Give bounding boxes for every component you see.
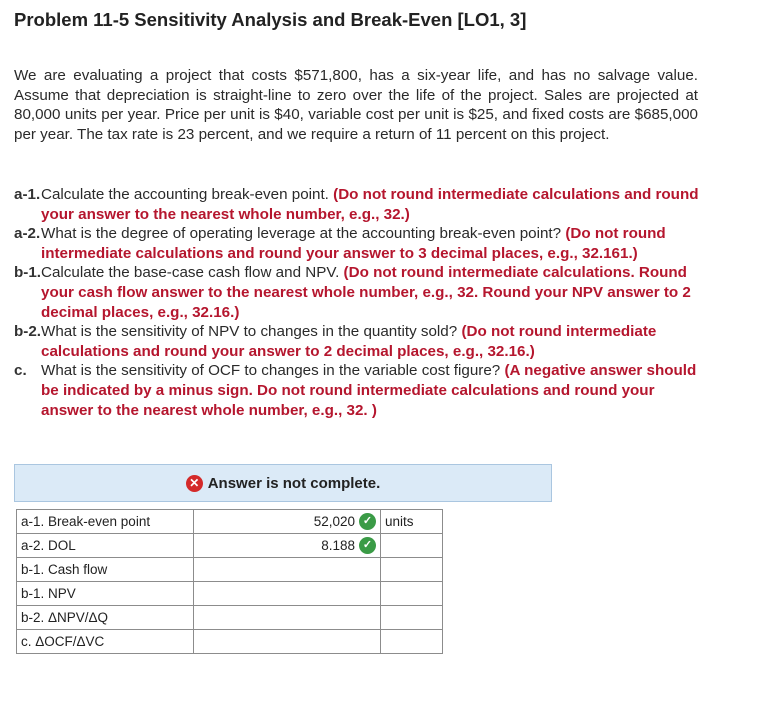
question-a2 [14, 224, 704, 263]
answer-input-breakeven[interactable] [194, 510, 381, 534]
question-instruction: (Do not round intermediate calculations. Round your cash flow answer to the nearest whole number, e.g., 32. Round your NPV answer to 2 decimal places, e.g., 32.16.) [41, 264, 691, 321]
question-label: c. [14, 362, 27, 380]
question-a1 [14, 185, 704, 224]
question-text: Calculate the accounting break-even point. [41, 186, 329, 203]
question-b2 [14, 322, 704, 361]
x-circle-icon: ✕ [186, 475, 203, 492]
problem-title: Problem 11-5 Sensitivity Analysis and Break-Even [LO1, 3] [14, 9, 527, 30]
table-row [17, 630, 443, 654]
answer-table [16, 509, 443, 654]
answer-status-banner [14, 464, 552, 502]
answer-input-npv[interactable] [194, 582, 381, 606]
table-row [17, 534, 443, 558]
question-instruction: (Do not round intermediate calculations and round your answer to the nearest whole number, e.g., 32.) [41, 186, 699, 223]
row-unit [381, 534, 443, 558]
question-text: Calculate the base-case cash flow and NPV. [41, 264, 340, 282]
table-row [17, 510, 443, 534]
check-circle-icon: ✓ [359, 537, 376, 554]
row-unit [381, 582, 443, 606]
question-b1 [14, 263, 704, 322]
answer-input-dnpv-dq[interactable] [194, 606, 381, 630]
row-unit [381, 558, 443, 582]
row-unit [381, 606, 443, 630]
check-circle-icon: ✓ [359, 513, 376, 530]
row-label: b-1. Cash flow [17, 558, 194, 582]
question-c [14, 361, 704, 420]
table-row [17, 606, 443, 630]
answer-value: 8.188 [321, 538, 355, 553]
question-text: What is the sensitivity of NPV to changes in the quantity sold? [41, 323, 458, 341]
row-label: a-2. DOL [17, 534, 194, 558]
question-instruction: (Do not round intermediate calculations and round your answer to 2 decimal places, e.g., 32.16.) [41, 323, 657, 360]
question-text: What is the sensitivity of OCF to changes in the variable cost figure? [41, 362, 501, 380]
question-label: a-1. [14, 186, 41, 203]
table-row [17, 558, 443, 582]
question-text: What is the degree of operating leverage at the accounting break-even point? [41, 225, 562, 243]
answer-status-text: Answer is not complete. [207, 474, 381, 492]
question-list [14, 185, 704, 420]
row-unit: units [381, 510, 443, 534]
row-unit [381, 630, 443, 654]
answer-value: 52,020 [313, 514, 355, 529]
row-label: b-2. ΔNPV/ΔQ [17, 606, 194, 630]
answer-input-dol[interactable] [194, 534, 381, 558]
question-label: b-2. [14, 323, 42, 341]
problem-intro: We are evaluating a project that costs $571,800, has a six-year life, and has no salvage value. Assume that depreciation is straight-line to zero over the life of the project. Sales are projected at 80,000 units per year. Price per unit is $40, variable cost per unit is $25, and fixed costs are $685,000 per year. The tax rate is 23 percent, and we require a return of 11 percent on this project. [14, 67, 698, 143]
row-label: b-1. NPV [17, 582, 194, 606]
question-instruction: (A negative answer should be indicated by a minus sign. Do not round intermediate calculations and round your answer to the nearest whole number, e.g., 32. ) [41, 362, 697, 419]
answer-input-cash-flow[interactable] [194, 558, 381, 582]
row-label: c. ΔOCF/ΔVC [17, 630, 194, 654]
question-instruction: (Do not round intermediate calculations and round your answer to 3 decimal places, e.g., 32.161.) [41, 225, 666, 262]
table-row [17, 582, 443, 606]
answer-input-docf-dvc[interactable] [194, 630, 381, 654]
row-label: a-1. Break-even point [17, 510, 194, 534]
question-label: a-2. [14, 225, 41, 243]
question-label: b-1. [14, 264, 42, 282]
